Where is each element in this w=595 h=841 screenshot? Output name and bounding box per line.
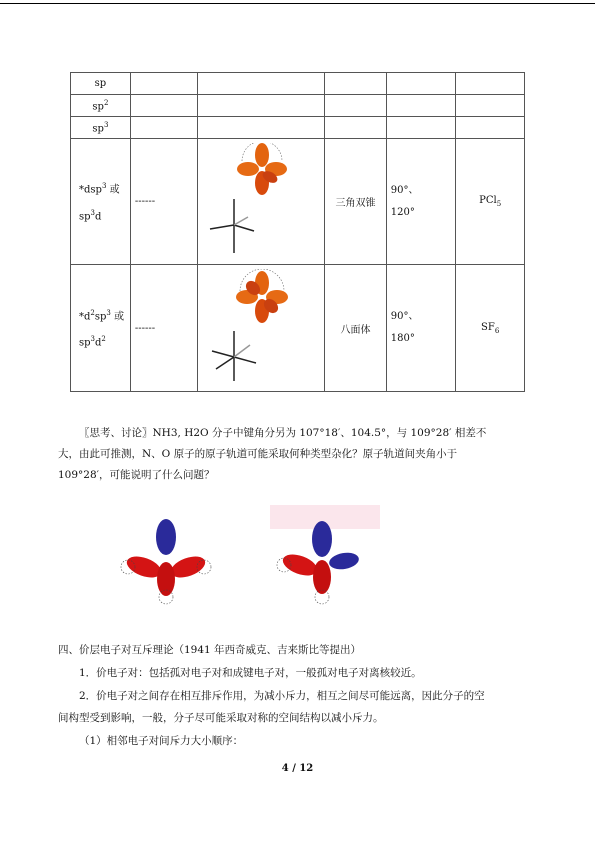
h2o-orbital-image [270, 505, 380, 607]
table-row [71, 95, 525, 117]
example-cell: PCl$_5$ [456, 139, 525, 265]
type-cell: $sp^3$ [71, 117, 131, 139]
type-cell: $*d^2sp^3$ 或 $sp^3d^2$ [71, 265, 131, 392]
table-row [71, 265, 525, 392]
section-paragraph-2b: 间构型受到影响，一般，分子尽可能采取对称的空间结构以减小斥力。 [58, 712, 384, 724]
section-heading: 四、价层电子对互斥理论（1941 年西奇威克、吉来斯比等提出） [58, 644, 362, 656]
orbital-figure-cell [198, 265, 325, 392]
discussion-line-2: 大，由此可推测，N、O 原子的原子轨道可能采取何种类型杂化？原子轨道间夹角小于 [58, 448, 458, 460]
dash-cell: ------ [130, 139, 197, 265]
discussion-line-1: 〖思考、讨论〗NH3, H2O 分子中键角分另为 107°18′、104.5°，与 109°28′ 相差不 [79, 427, 487, 439]
angle-cell: 90°、 120° [386, 139, 456, 265]
section-paragraph-2a: 2．价电子对之间存在相互排斥作用，为减小斥力，相互之间尽可能远离，因此分子的空 [79, 690, 485, 702]
hybridization-table [70, 72, 525, 392]
type-cell: sp [71, 73, 131, 95]
example-cell: $SF_6$ [456, 265, 525, 392]
shape-cell: 八面体 [325, 265, 387, 392]
table-row [71, 117, 525, 139]
header-rule [0, 3, 595, 4]
section-paragraph-3: （1）相邻电子对间斥力大小顺序： [79, 735, 244, 747]
orbital-figure-cell [198, 139, 325, 265]
trigonal-bipyramid-orbital-image [202, 143, 320, 261]
angle-cell: 90°、 180° [386, 265, 456, 392]
table-row [71, 139, 525, 265]
nh3-orbital-image [118, 515, 218, 607]
type-cell: $sp^2$ [71, 95, 131, 117]
octahedral-orbital-image [202, 269, 320, 387]
dash-cell: ------ [130, 265, 197, 392]
shape-cell: 三角双锥 [325, 139, 387, 265]
section-paragraph-1: 1．价电子对：包括孤对电子对和成键电子对，一般孤对电子对离核较近。 [79, 667, 422, 679]
discussion-line-3: 109°28′，可能说明了什么问题？ [58, 469, 215, 481]
table-row [71, 73, 525, 95]
type-cell: *dsp$^3$ 或 $sp^3d$ [71, 139, 131, 265]
page-number: 4 / 12 [281, 763, 314, 774]
